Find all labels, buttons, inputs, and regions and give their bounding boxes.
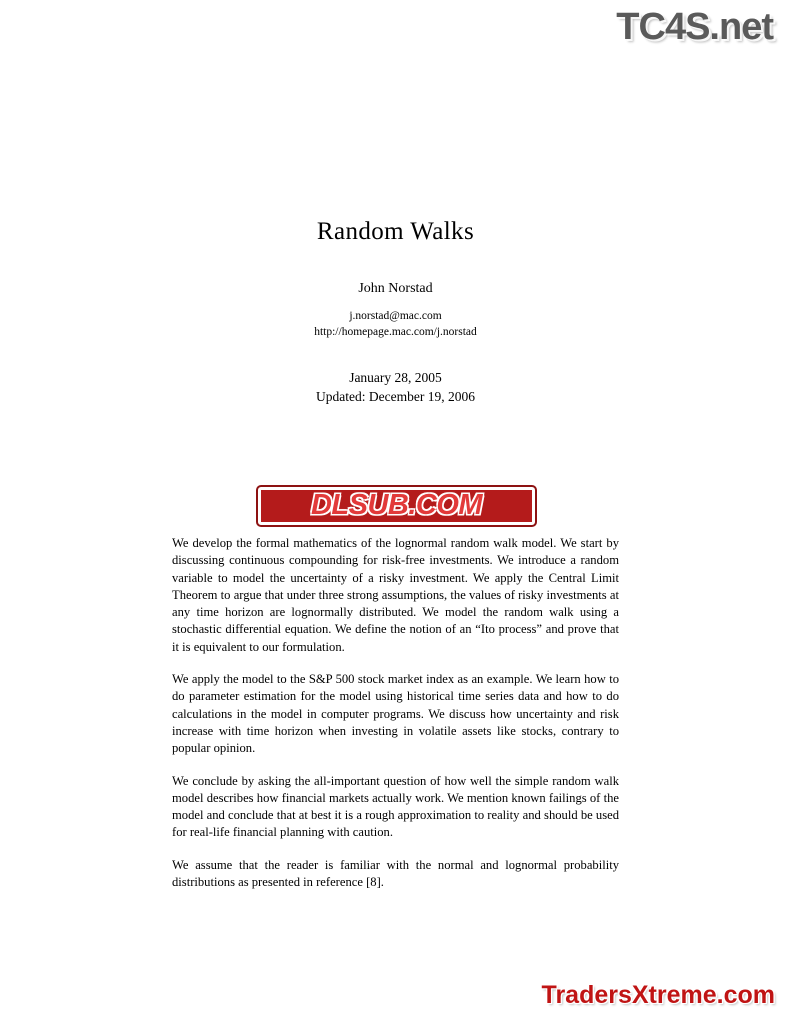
author-name: John Norstad bbox=[358, 281, 433, 296]
author-email: j.norstad@mac.com bbox=[349, 310, 442, 322]
abstract-paragraph: We conclude by asking the all-important question of how well the simple random walk model describes how financial markets actually work. We mention known failings of the model and conclude that at best it is a rough approximation to reality and should be used for real-life financial planning with caution. bbox=[172, 773, 619, 840]
publication-date: January 28, 2005 bbox=[349, 370, 442, 385]
abstract-text bbox=[172, 535, 619, 891]
watermark-bottom-right: TradersXtreme.com bbox=[541, 981, 775, 1009]
watermark-top-right: TC4S.net bbox=[616, 6, 773, 48]
author-homepage: http://homepage.mac.com/j.norstad bbox=[314, 326, 477, 338]
page-title: Random Walks bbox=[316, 218, 475, 245]
abstract-paragraph: We apply the model to the S&P 500 stock market index as an example. We learn how to do parameter estimation for the model using historical time series data and how to do calculations in the model in computer programs. We discuss how uncertainty and risk increase with time horizon when investing in volatile assets like stocks, contrary to popular opinion. bbox=[172, 672, 619, 756]
updated-date: Updated: December 19, 2006 bbox=[316, 389, 475, 404]
watermark-center-text: DLSUB.COM bbox=[310, 489, 483, 521]
abstract-paragraph: We develop the formal mathematics of the lognormal random walk model. We start by discussing continuous compounding for risk-free investments. We introduce a random variable to model the uncertainty of a risky investment. We apply the Central Limit Theorem to argue that under three strong assumptions, the values of risky investments at any time horizon are lognormally distributed. We model the random walk using a stochastic differential equation. We define the notion of an “Ito process” and prove that it is equivalent to our formulation. bbox=[172, 536, 619, 654]
date-block bbox=[0, 368, 791, 406]
watermark-center bbox=[258, 487, 535, 525]
abstract-paragraph: We assume that the reader is familiar with the normal and lognormal probability distributions as presented in reference [8]. bbox=[172, 857, 619, 890]
author-contact bbox=[0, 308, 791, 340]
